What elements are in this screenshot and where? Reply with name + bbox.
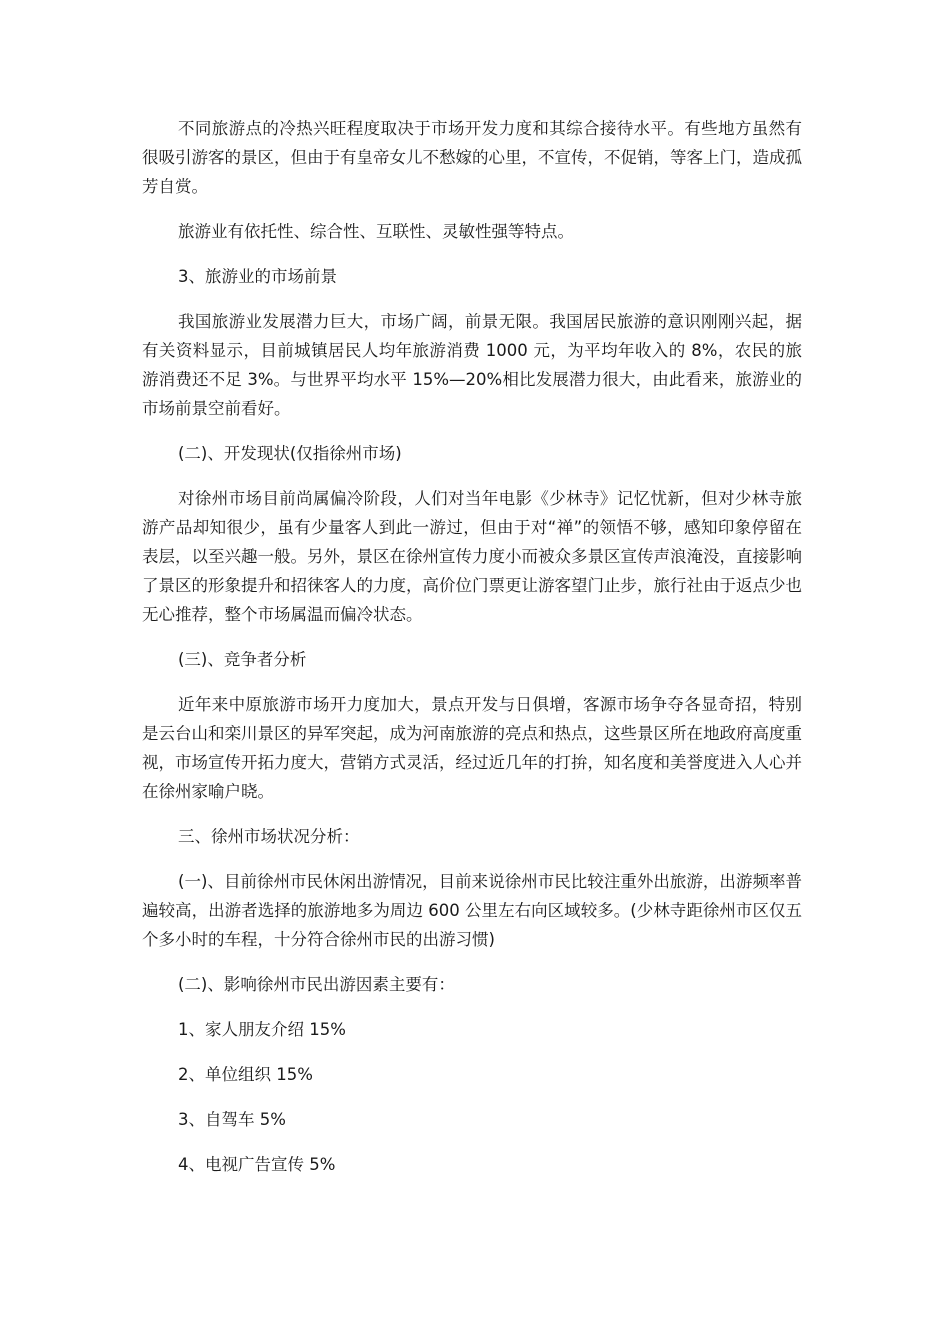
paragraph-competitor-analysis: 近年来中原旅游市场开力度加大，景点开发与日俱增，客源市场争夺各显奇招，特别是云台山和栾川景区的异军突起，成为河南旅游的亮点和热点，这些景区所在地政府高度重视，市场宣传开拓力度大，营销方式灵活，经过近几年的打拚，知名度和美誉度进入人心并在徐州家喻户晓。 xyxy=(142,695,802,801)
paragraph-tourism-traits: 旅游业有依托性、综合性、互联性、灵敏性强等特点。 xyxy=(178,222,574,241)
heading-development-status: (二)、开发现状(仅指徐州市场) xyxy=(178,444,402,463)
list-item: 1、家人朋友介绍 15% xyxy=(178,1020,346,1039)
paragraph-leisure-travel: (一)、目前徐州市民休闲出游情况，目前来说徐州市民比较注重外出旅游，出游频率普遍较高，出游者选择的旅游地多为周边 600 公里左右向区域较多。(少林寺距徐州市区仅五个多小时的车程，十分符合徐州市民的出游习惯) xyxy=(142,872,802,949)
list-item: 3、自驾车 5% xyxy=(178,1110,286,1129)
heading-xuzhou-market: 三、徐州市场状况分析： xyxy=(178,827,360,846)
paragraph-development-status: 对徐州市场目前尚属偏冷阶段，人们对当年电影《少林寺》记忆忧新，但对少林寺旅游产品却知很少，虽有少量客人到此一游过，但由于对“禅”的领悟不够，感知印象停留在表层，以至兴趣一般。另外，景区在徐州宣传力度小而被众多景区宣传声浪淹没，直接影响了景区的形象提升和招徕客人的力度，高价位门票更让游客望门止步，旅行社由于返点少也无心推荐，整个市场属温而偏冷状态。 xyxy=(142,489,802,624)
document-body xyxy=(142,114,802,1179)
list-item: 2、单位组织 15% xyxy=(178,1065,313,1084)
heading-market-prospect: 3、旅游业的市场前景 xyxy=(178,267,337,286)
paragraph-market-development: 不同旅游点的冷热兴旺程度取决于市场开发力度和其综合接待水平。有些地方虽然有很吸引游客的景区，但由于有皇帝女儿不愁嫁的心里，不宣传，不促销，等客上门，造成孤芳自赏。 xyxy=(142,119,802,196)
list-item: 4、电视广告宣传 5% xyxy=(178,1155,336,1174)
paragraph-market-prospect: 我国旅游业发展潜力巨大，市场广阔，前景无限。我国居民旅游的意识刚刚兴起，据有关资料显示，目前城镇居民人均年旅游消费 1000 元，为平均年收入的 8%，农民的旅游消费还不足 3%。与世界平均水平 15%—20%相比发展潜力很大，由此看来，旅游业的市场前景空前看好。 xyxy=(142,312,802,418)
heading-travel-factors: (二)、影响徐州市民出游因素主要有： xyxy=(178,975,455,994)
heading-competitor-analysis: (三)、竞争者分析 xyxy=(178,650,307,669)
